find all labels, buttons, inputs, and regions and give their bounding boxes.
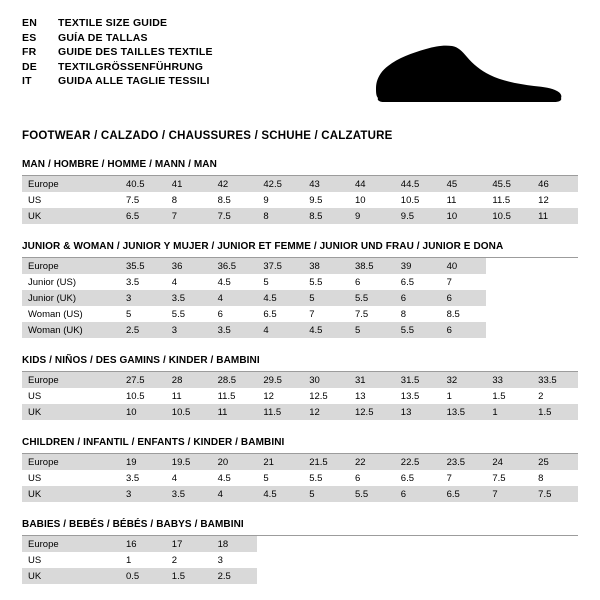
- size-cell: 2.5: [212, 568, 258, 584]
- row-label: Woman (US): [22, 306, 120, 322]
- size-cell: 36.5: [212, 258, 258, 274]
- size-cell: 4: [212, 290, 258, 306]
- size-cell: 24: [486, 454, 532, 470]
- size-table: [22, 176, 578, 224]
- size-cell: [532, 306, 578, 322]
- size-cell: 10: [349, 192, 395, 208]
- table-row: [22, 388, 578, 404]
- size-cell: [441, 536, 487, 552]
- table-row: [22, 290, 578, 306]
- size-cell: 5: [257, 274, 303, 290]
- size-cell: [257, 568, 303, 584]
- language-code: ES: [22, 31, 37, 44]
- row-label: UK: [22, 404, 120, 420]
- size-cell: 8.5: [212, 192, 258, 208]
- size-cell: 5: [303, 290, 349, 306]
- size-cell: 19: [120, 454, 166, 470]
- size-cell: [395, 552, 441, 568]
- table-row: [22, 322, 578, 338]
- size-section: [22, 519, 578, 584]
- size-cell: 3: [166, 322, 212, 338]
- size-cell: 4: [166, 470, 212, 486]
- size-cell: 6: [395, 486, 441, 502]
- size-section: [22, 355, 578, 420]
- size-cell: 12.5: [349, 404, 395, 420]
- size-cell: 4: [257, 322, 303, 338]
- size-cell: 6: [441, 322, 487, 338]
- language-row: [22, 45, 213, 60]
- size-cell: 10.5: [166, 404, 212, 420]
- size-cell: 6: [349, 274, 395, 290]
- size-cell: 32: [441, 372, 487, 388]
- table-row: [22, 208, 578, 224]
- language-code: FR: [22, 46, 37, 58]
- size-cell: [532, 552, 578, 568]
- row-label: Europe: [22, 372, 120, 388]
- size-cell: 5: [349, 322, 395, 338]
- size-cell: 8: [257, 208, 303, 224]
- row-label: US: [22, 192, 120, 208]
- size-cell: 6: [349, 470, 395, 486]
- size-cell: 4.5: [257, 290, 303, 306]
- size-cell: [257, 536, 303, 552]
- size-cell: 13: [395, 404, 441, 420]
- size-cell: 3.5: [166, 486, 212, 502]
- size-cell: 0.5: [120, 568, 166, 584]
- size-cell: [441, 552, 487, 568]
- size-cell: 21.5: [303, 454, 349, 470]
- size-cell: 40: [441, 258, 487, 274]
- size-cell: 12: [257, 388, 303, 404]
- size-cell: [395, 568, 441, 584]
- size-cell: 2: [166, 552, 212, 568]
- size-cell: 9: [349, 208, 395, 224]
- size-cell: 8.5: [441, 306, 487, 322]
- size-cell: 12: [532, 192, 578, 208]
- size-cell: 1: [486, 404, 532, 420]
- size-cell: 18: [212, 536, 258, 552]
- size-cell: 3.5: [120, 470, 166, 486]
- size-section: [22, 437, 578, 502]
- size-section: [22, 159, 578, 224]
- size-cell: 12: [303, 404, 349, 420]
- size-cell: [486, 274, 532, 290]
- row-label: UK: [22, 486, 120, 502]
- size-cell: 1: [441, 388, 487, 404]
- size-cell: 25: [532, 454, 578, 470]
- size-cell: 39: [395, 258, 441, 274]
- size-cell: 12.5: [303, 388, 349, 404]
- size-cell: 4: [212, 486, 258, 502]
- size-cell: 3: [120, 290, 166, 306]
- size-cell: 6.5: [395, 274, 441, 290]
- size-cell: 3.5: [120, 274, 166, 290]
- size-cell: 1.5: [166, 568, 212, 584]
- size-cell: [303, 536, 349, 552]
- table-row: [22, 176, 578, 192]
- language-title: GUIDE DES TAILLES TEXTILE: [58, 46, 213, 58]
- size-cell: 11.5: [257, 404, 303, 420]
- size-cell: 13.5: [441, 404, 487, 420]
- size-cell: 2: [532, 388, 578, 404]
- language-title: TEXTILGRÖSSENFÜHRUNG: [58, 60, 204, 73]
- size-cell: [486, 258, 532, 274]
- size-cell: 5.5: [166, 306, 212, 322]
- section-title: BABIES / BEBÉS / BÉBÉS / BABYS / BAMBINI: [22, 519, 578, 536]
- size-cell: 3: [212, 552, 258, 568]
- page-title: FOOTWEAR / CALZADO / CHAUSSURES / SCHUHE / CALZATURE: [22, 130, 393, 142]
- size-cell: 23.5: [441, 454, 487, 470]
- size-section: [22, 241, 578, 338]
- size-cell: 3: [120, 486, 166, 502]
- table-row: [22, 372, 578, 388]
- size-cell: 6.5: [120, 208, 166, 224]
- size-cell: 33.5: [532, 372, 578, 388]
- size-cell: 3.5: [212, 322, 258, 338]
- size-cell: 4.5: [257, 486, 303, 502]
- size-cell: 6: [441, 290, 487, 306]
- size-cell: [486, 290, 532, 306]
- table-row: [22, 192, 578, 208]
- size-cell: 5.5: [349, 486, 395, 502]
- size-cell: 6.5: [257, 306, 303, 322]
- size-cell: 7.5: [486, 470, 532, 486]
- table-row: [22, 274, 578, 290]
- language-row: [22, 74, 213, 89]
- size-cell: 33: [486, 372, 532, 388]
- size-cell: [395, 536, 441, 552]
- size-cell: 11.5: [212, 388, 258, 404]
- size-cell: 4: [166, 274, 212, 290]
- size-cell: [532, 274, 578, 290]
- size-cell: [441, 568, 487, 584]
- size-cell: 6.5: [441, 486, 487, 502]
- size-cell: 7: [486, 486, 532, 502]
- row-label: UK: [22, 568, 120, 584]
- size-table: [22, 372, 578, 420]
- size-cell: 5: [303, 486, 349, 502]
- size-cell: [303, 568, 349, 584]
- table-row: [22, 536, 578, 552]
- size-cell: 37.5: [257, 258, 303, 274]
- size-cell: 1.5: [532, 404, 578, 420]
- size-table: [22, 536, 578, 584]
- row-label: US: [22, 470, 120, 486]
- size-cell: [257, 552, 303, 568]
- size-cell: 30: [303, 372, 349, 388]
- size-cell: [303, 552, 349, 568]
- size-cell: 40.5: [120, 176, 166, 192]
- size-cell: 5: [120, 306, 166, 322]
- size-cell: 10.5: [395, 192, 441, 208]
- size-cell: 2.5: [120, 322, 166, 338]
- size-cell: 11.5: [486, 192, 532, 208]
- table-row: [22, 568, 578, 584]
- size-cell: 11: [441, 192, 487, 208]
- dress-shoe-icon: [368, 36, 568, 106]
- language-code: DE: [22, 60, 37, 73]
- size-cell: 7.5: [120, 192, 166, 208]
- size-cell: 41: [166, 176, 212, 192]
- size-cell: 17: [166, 536, 212, 552]
- size-cell: [349, 552, 395, 568]
- size-cell: 1.5: [486, 388, 532, 404]
- row-label: Europe: [22, 176, 120, 192]
- size-cell: 7.5: [212, 208, 258, 224]
- size-cell: 7: [441, 274, 487, 290]
- language-row: [22, 60, 213, 75]
- size-cell: 27.5: [120, 372, 166, 388]
- size-cell: 44: [349, 176, 395, 192]
- section-title: KIDS / NIÑOS / DES GAMINS / KINDER / BAMBINI: [22, 355, 578, 372]
- row-label: Junior (UK): [22, 290, 120, 306]
- language-title-list: [22, 16, 213, 89]
- size-cell: 8.5: [303, 208, 349, 224]
- language-title-list-body: [22, 16, 213, 89]
- size-cell: [486, 306, 532, 322]
- size-cell: 28.5: [212, 372, 258, 388]
- size-cell: [349, 536, 395, 552]
- row-label: Europe: [22, 258, 120, 274]
- size-cell: 10: [441, 208, 487, 224]
- size-cell: 4.5: [212, 470, 258, 486]
- size-cell: 42: [212, 176, 258, 192]
- row-label: Europe: [22, 454, 120, 470]
- size-cell: 28: [166, 372, 212, 388]
- size-cell: 13: [349, 388, 395, 404]
- size-cell: 21: [257, 454, 303, 470]
- size-cell: 8: [166, 192, 212, 208]
- size-cell: 8: [532, 470, 578, 486]
- size-cell: 20: [212, 454, 258, 470]
- size-cell: 16: [120, 536, 166, 552]
- size-cell: 7: [166, 208, 212, 224]
- size-cell: 45.5: [486, 176, 532, 192]
- size-cell: 46: [532, 176, 578, 192]
- size-cell: 7: [303, 306, 349, 322]
- row-label: Woman (UK): [22, 322, 120, 338]
- table-row: [22, 404, 578, 420]
- size-table: [22, 258, 578, 338]
- language-code: EN: [22, 17, 37, 29]
- size-cell: 44.5: [395, 176, 441, 192]
- table-row: [22, 552, 578, 568]
- size-cell: 31.5: [395, 372, 441, 388]
- size-table: [22, 454, 578, 502]
- size-cell: 1: [120, 552, 166, 568]
- language-row: [22, 31, 213, 46]
- size-cell: [486, 552, 532, 568]
- size-cell: 13.5: [395, 388, 441, 404]
- row-label: US: [22, 552, 120, 568]
- size-cell: [349, 568, 395, 584]
- size-cell: 36: [166, 258, 212, 274]
- size-cell: 11: [532, 208, 578, 224]
- size-cell: 38.5: [349, 258, 395, 274]
- document-header: [22, 16, 578, 116]
- size-cell: 7: [441, 470, 487, 486]
- size-cell: 6.5: [395, 470, 441, 486]
- size-cell: 8: [395, 306, 441, 322]
- table-row: [22, 470, 578, 486]
- row-label: UK: [22, 208, 120, 224]
- section-title: CHILDREN / INFANTIL / ENFANTS / KINDER / BAMBINI: [22, 437, 578, 454]
- size-cell: 3.5: [166, 290, 212, 306]
- size-cell: 22.5: [395, 454, 441, 470]
- size-cell: 29.5: [257, 372, 303, 388]
- size-cell: 11: [212, 404, 258, 420]
- size-cell: 6: [212, 306, 258, 322]
- table-row: [22, 258, 578, 274]
- size-cell: 5: [257, 470, 303, 486]
- size-cell: 7.5: [349, 306, 395, 322]
- size-cell: 4.5: [212, 274, 258, 290]
- size-cell: [532, 536, 578, 552]
- size-cell: 45: [441, 176, 487, 192]
- table-row: [22, 486, 578, 502]
- size-cell: 42.5: [257, 176, 303, 192]
- section-title: MAN / HOMBRE / HOMME / MANN / MAN: [22, 159, 578, 176]
- size-cell: [532, 258, 578, 274]
- section-title: JUNIOR & WOMAN / JUNIOR Y MUJER / JUNIOR ET FEMME / JUNIOR UND FRAU / JUNIOR E DONA: [22, 241, 578, 258]
- size-cell: 10.5: [486, 208, 532, 224]
- size-sections: [22, 159, 578, 584]
- size-cell: 19.5: [166, 454, 212, 470]
- language-row: [22, 16, 213, 31]
- size-cell: 4.5: [303, 322, 349, 338]
- row-label: Europe: [22, 536, 120, 552]
- size-cell: 6: [395, 290, 441, 306]
- size-cell: 38: [303, 258, 349, 274]
- size-cell: 11: [166, 388, 212, 404]
- size-cell: 5.5: [303, 470, 349, 486]
- size-cell: 43: [303, 176, 349, 192]
- size-cell: 10: [120, 404, 166, 420]
- size-cell: 9: [257, 192, 303, 208]
- size-cell: 22: [349, 454, 395, 470]
- size-cell: 9.5: [303, 192, 349, 208]
- size-cell: 5.5: [303, 274, 349, 290]
- table-row: [22, 306, 578, 322]
- size-cell: 35.5: [120, 258, 166, 274]
- size-cell: [486, 322, 532, 338]
- size-cell: [532, 322, 578, 338]
- size-cell: 31: [349, 372, 395, 388]
- size-cell: [486, 568, 532, 584]
- size-cell: [532, 568, 578, 584]
- row-label: Junior (US): [22, 274, 120, 290]
- row-label: US: [22, 388, 120, 404]
- language-code: IT: [22, 75, 32, 87]
- language-title: GUIDA ALLE TAGLIE TESSILI: [58, 75, 210, 87]
- table-row: [22, 454, 578, 470]
- size-cell: 9.5: [395, 208, 441, 224]
- size-cell: [486, 536, 532, 552]
- size-cell: 5.5: [349, 290, 395, 306]
- language-title: TEXTILE SIZE GUIDE: [58, 17, 168, 29]
- language-title: GUÍA DE TALLAS: [58, 31, 148, 44]
- size-cell: 10.5: [120, 388, 166, 404]
- size-cell: 5.5: [395, 322, 441, 338]
- size-cell: [532, 290, 578, 306]
- size-cell: 7.5: [532, 486, 578, 502]
